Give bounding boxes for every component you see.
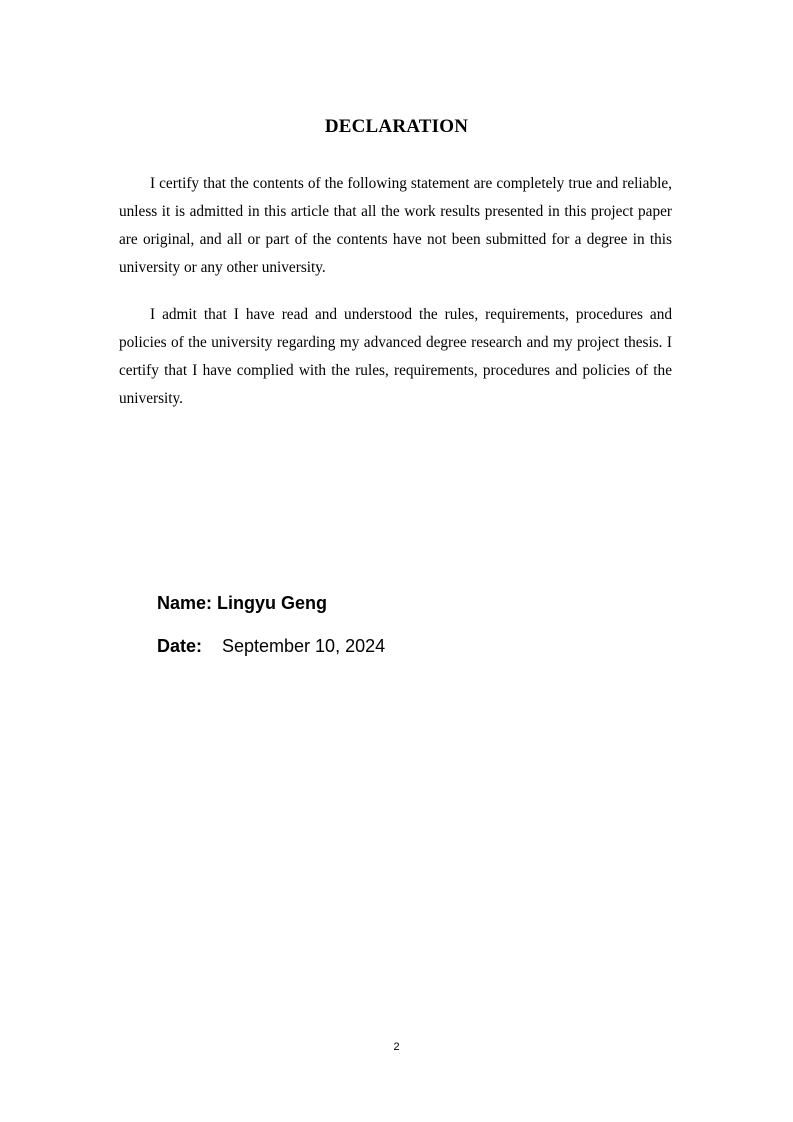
signature-name-line	[157, 593, 327, 614]
page-title: DECLARATION	[324, 116, 469, 137]
signature-date-line	[157, 636, 385, 657]
name-value: Lingyu Geng	[217, 593, 328, 613]
date-label: Date:	[157, 636, 203, 656]
date-value: September 10, 2024	[222, 636, 386, 656]
page-number: 2	[393, 1041, 400, 1053]
declaration-paragraph-2: I admit that I have read and understood the rules, requirements, procedures and policies of the university regarding my advanced degree research and my project thesis. I certify that I have complied with the rules, requirements, procedures and policies of the university.	[119, 306, 672, 407]
name-label: Name:	[157, 593, 213, 613]
declaration-paragraph-1: I certify that the contents of the following statement are completely true and reliable, unless it is admitted in this article that all the work results presented in this project paper are original, and all or part of the contents have not been submitted for a degree in this university or any other university.	[119, 175, 672, 276]
